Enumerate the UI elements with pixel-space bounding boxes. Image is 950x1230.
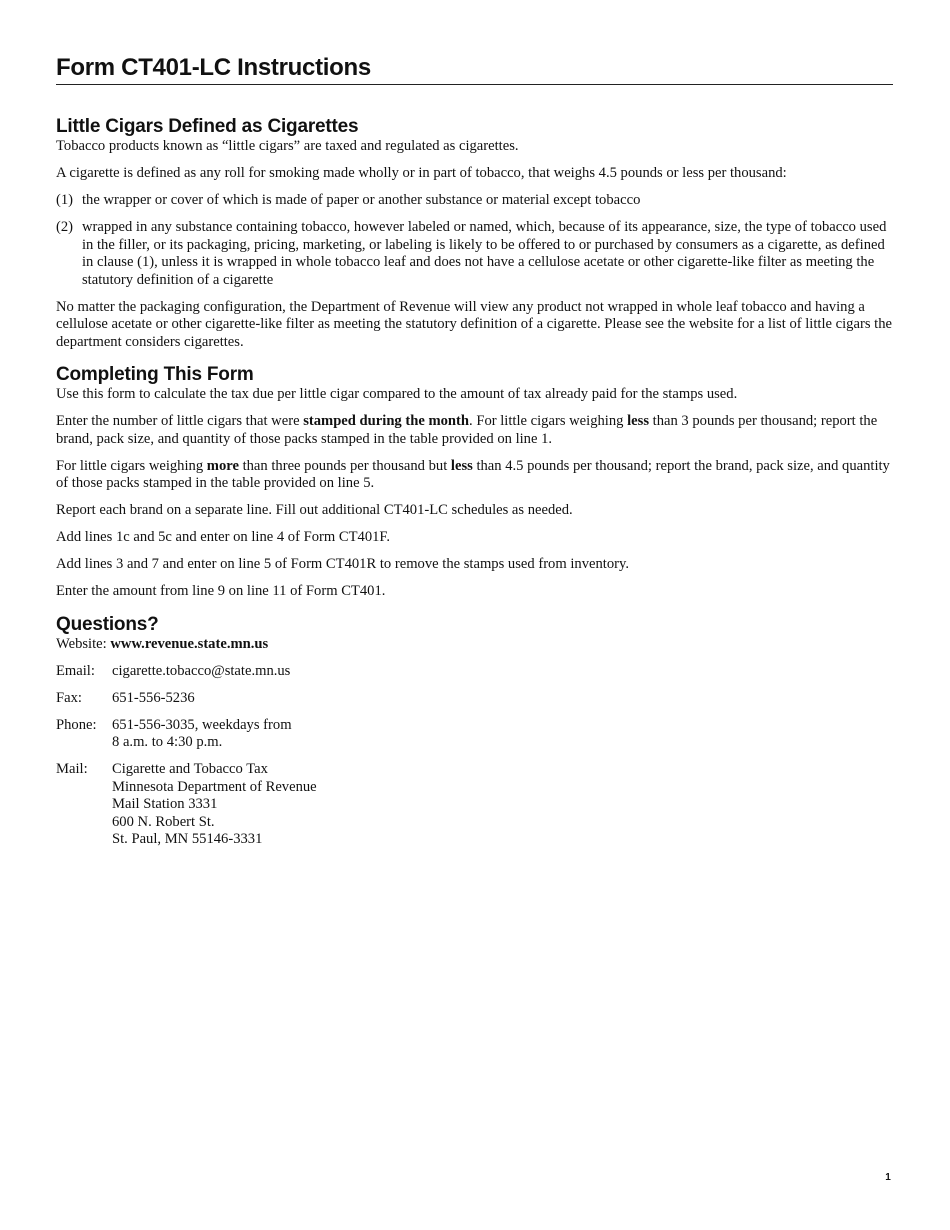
list-item-number: (1) — [56, 192, 74, 208]
section-little-cigars — [56, 116, 893, 351]
paragraph: For little cigars weighing more than three pounds per thousand but less than 4.5 pounds per thousand; report the brand, pack size, and quantity of those packs stamped in the table provided on line 5. — [56, 457, 890, 491]
paragraph: Enter the amount from line 9 on line 11 of Form CT401. — [56, 583, 386, 599]
list-item — [56, 219, 893, 289]
mail-row: Mail: Cigarette and Tobacco Tax Minnesota Department of Revenue Mail Station 3331 600 N. Robert St. St. Paul, MN 55146-3331 — [56, 761, 317, 847]
paragraph: Report each brand on a separate line. Fill out additional CT401-LC schedules as needed. — [56, 502, 573, 518]
list-item-text: the wrapper or cover of which is made of paper or another substance or material except tobacco — [82, 192, 641, 208]
document-page — [56, 54, 893, 849]
email-link[interactable]: cigarette.tobacco@state.mn.us — [112, 662, 291, 679]
list-item-number: (2) — [56, 219, 74, 235]
list-item — [56, 192, 893, 210]
section-heading: Little Cigars Defined as Cigarettes — [56, 116, 359, 137]
page-title: Form CT401-LC Instructions — [56, 54, 893, 85]
paragraph: No matter the packaging configuration, the Department of Revenue will view any product not wrapped in whole leaf tobacco and having a cellulose acetate or other cigarette-like filter as meeting the statutory definition of a cigarette. Please see the website for a list of little cigars the department considers cigarettes. — [56, 298, 892, 350]
fax-row: Fax: 651-556-5236 — [56, 689, 195, 706]
section-heading: Questions? — [56, 613, 159, 635]
paragraph: Add lines 3 and 7 and enter on line 5 of Form CT401R to remove the stamps used from inventory. — [56, 556, 629, 572]
paragraph: A cigarette is defined as any roll for smoking made wholly or in part of tobacco, that weighs 4.5 pounds or less per thousand: — [56, 165, 787, 181]
paragraph: Tobacco products known as “little cigars” are taxed and regulated as cigarettes. — [56, 138, 519, 154]
website-line: Website: www.revenue.state.mn.us — [56, 635, 269, 652]
email-row: Email: cigarette.tobacco@state.mn.us — [56, 663, 893, 681]
page-number: 1 — [885, 1172, 891, 1183]
section-completing-form — [56, 364, 893, 601]
section-questions — [56, 614, 893, 849]
paragraph: Use this form to calculate the tax due per little cigar compared to the amount of tax already paid for the stamps used. — [56, 386, 738, 402]
phone-row: Phone: 651-556-3035, weekdays from 8 a.m. to 4:30 p.m. — [56, 716, 292, 750]
list-item-text: wrapped in any substance containing tobacco, however labeled or named, which, because of its appearance, size, the type of tobacco used in the filler, or its packaging, pricing, marketing, or labeling is likely to be offered to or purchased by consumers as a cigarette, as defined in clause (1), unless it is wrapped in whole tobacco leaf and does not have a cellulose acetate or other cigarette-like filter as meeting the statutory definition of a cigarette — [82, 219, 887, 288]
paragraph: Add lines 1c and 5c and enter on line 4 of Form CT401F. — [56, 529, 391, 545]
website-link[interactable]: www.revenue.state.mn.us — [110, 635, 269, 652]
section-heading: Completing This Form — [56, 364, 254, 385]
paragraph: Enter the number of little cigars that were stamped during the month. For little cigars weighing less than 3 pounds per thousand; report the brand, pack size, and quantity of those packs stamped in the table provided on line 1. — [56, 413, 878, 447]
